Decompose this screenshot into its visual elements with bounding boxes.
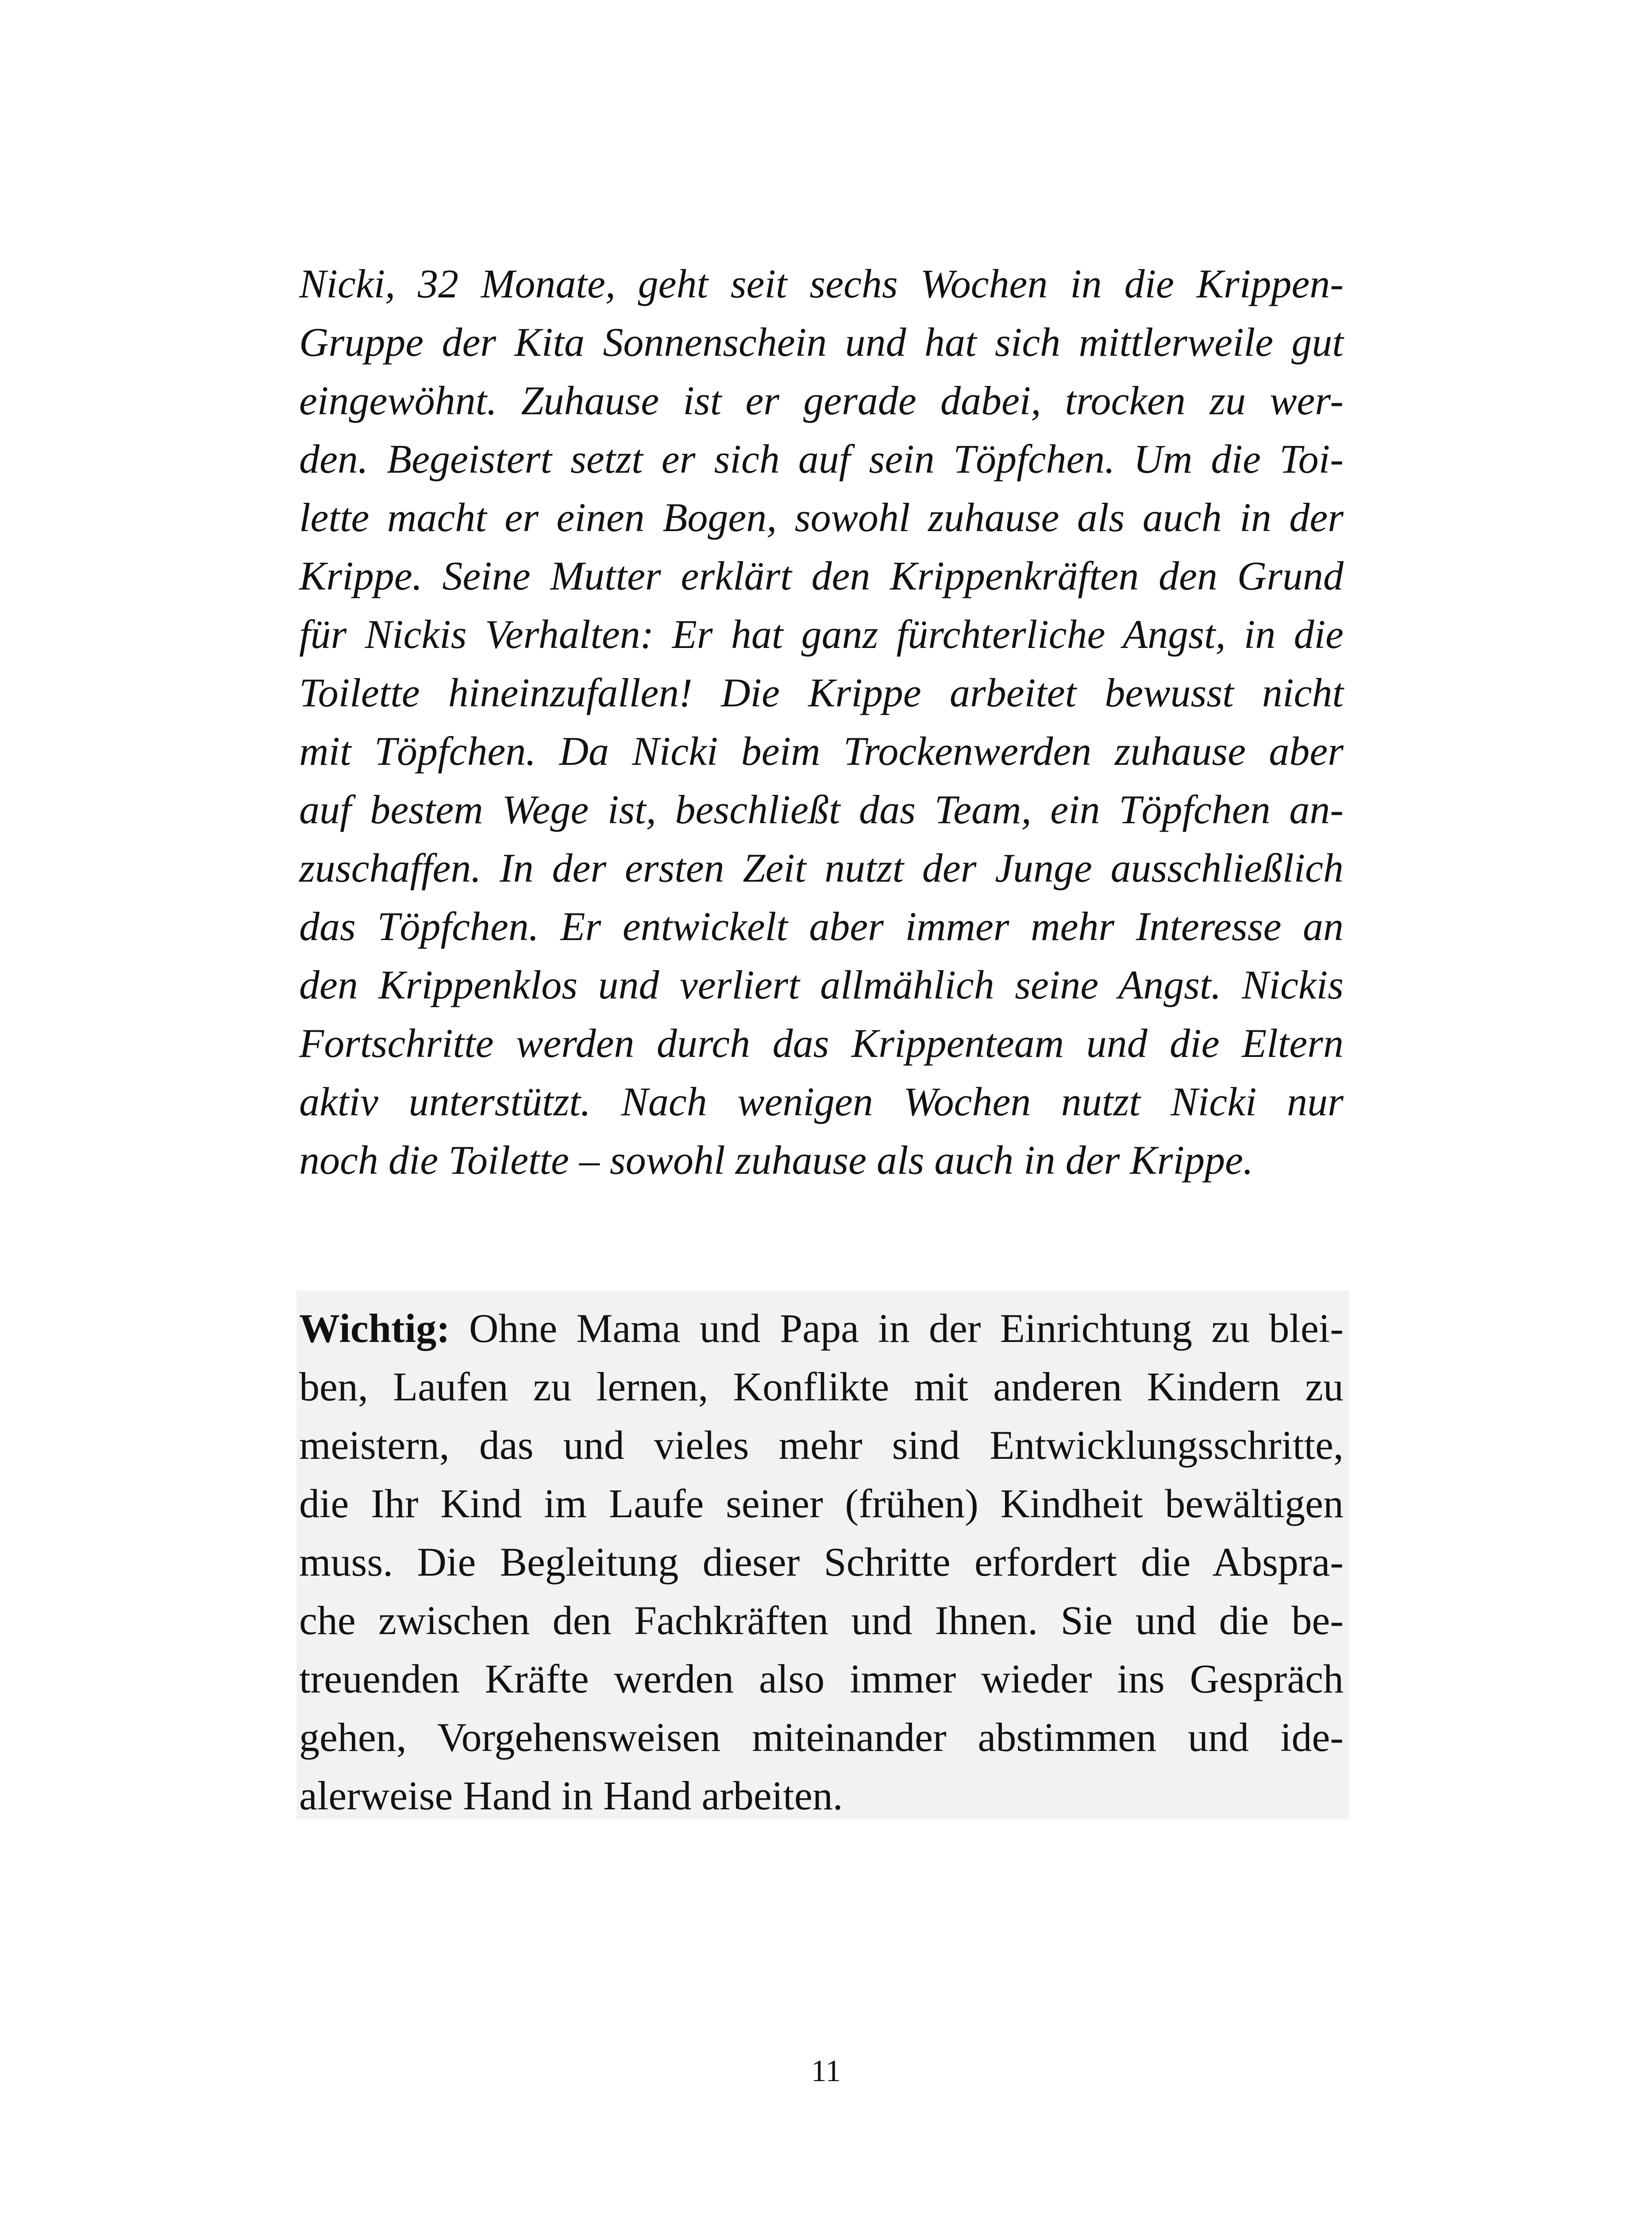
- note-line: meistern, das und vieles mehr sind Entwicklungsschritte,: [299, 1423, 1344, 1468]
- story-line: Gruppe der Kita Sonnenschein und hat sich mittlerweile gut: [299, 320, 1344, 365]
- note-line: che zwischen den Fachkräften und Ihnen. Sie und die be-: [299, 1598, 1344, 1643]
- note-line: [299, 1299, 1344, 1357]
- note-line: ben, Laufen zu lernen, Konflikte mit anderen Kindern zu: [299, 1364, 1344, 1409]
- story-line: Toilette hineinzufallen! Die Krippe arbeitet bewusst nicht: [299, 670, 1344, 715]
- story-line: den Krippenklos und verliert allmählich seine Angst. Nickis: [299, 962, 1344, 1007]
- note-line: die Ihr Kind im Laufe seiner (frühen) Kindheit bewältigen: [299, 1481, 1344, 1526]
- note-line: alerweise Hand in Hand arbeiten.: [299, 1773, 843, 1818]
- story-line: Nicki, 32 Monate, geht seit sechs Wochen in die Krippen-: [299, 261, 1344, 306]
- story-line: aktiv unterstützt. Nach wenigen Wochen nutzt Nicki nur: [299, 1079, 1344, 1124]
- note-first-line-text: Ohne Mama und Papa in der Einrichtung zu blei-: [450, 1306, 1344, 1351]
- story-line: noch die Toilette – sowohl zuhause als auch in der Krippe.: [299, 1137, 1253, 1183]
- story-line: Krippe. Seine Mutter erklärt den Krippenkräften den Grund: [299, 553, 1344, 598]
- important-note-text: [299, 1299, 1344, 1825]
- story-line: lette macht er einen Bogen, sowohl zuhause als auch in der: [299, 495, 1344, 540]
- story-line: den. Begeistert setzt er sich auf sein Töpfchen. Um die Toi-: [299, 436, 1344, 482]
- story-line: das Töpfchen. Er entwickelt aber immer mehr Interesse an: [299, 904, 1344, 949]
- important-note-box: [297, 1290, 1349, 1819]
- story-line: eingewöhnt. Zuhause ist er gerade dabei, trocken zu wer-: [299, 378, 1344, 423]
- story-line: für Nickis Verhalten: Er hat ganz fürchterliche Angst, in die: [299, 612, 1344, 657]
- story-line: Fortschritte werden durch das Krippenteam und die Eltern: [299, 1021, 1344, 1066]
- note-line: treuenden Kräfte werden also immer wieder ins Gespräch: [299, 1656, 1344, 1701]
- page-number: 11: [811, 2054, 841, 2088]
- story-line: auf bestem Wege ist, beschließt das Team, ein Töpfchen an-: [299, 787, 1344, 832]
- note-line: muss. Die Begleitung dieser Schritte erfordert die Abspra-: [299, 1539, 1344, 1585]
- story-line: mit Töpfchen. Da Nicki beim Trockenwerden zuhause aber: [299, 729, 1344, 774]
- story-line: zuschaffen. In der ersten Zeit nutzt der Junge ausschließlich: [299, 845, 1344, 891]
- note-label: Wichtig:: [299, 1306, 450, 1351]
- note-line: gehen, Vorgehensweisen miteinander abstimmen und ide-: [299, 1715, 1344, 1760]
- case-story-paragraph: [299, 254, 1344, 1189]
